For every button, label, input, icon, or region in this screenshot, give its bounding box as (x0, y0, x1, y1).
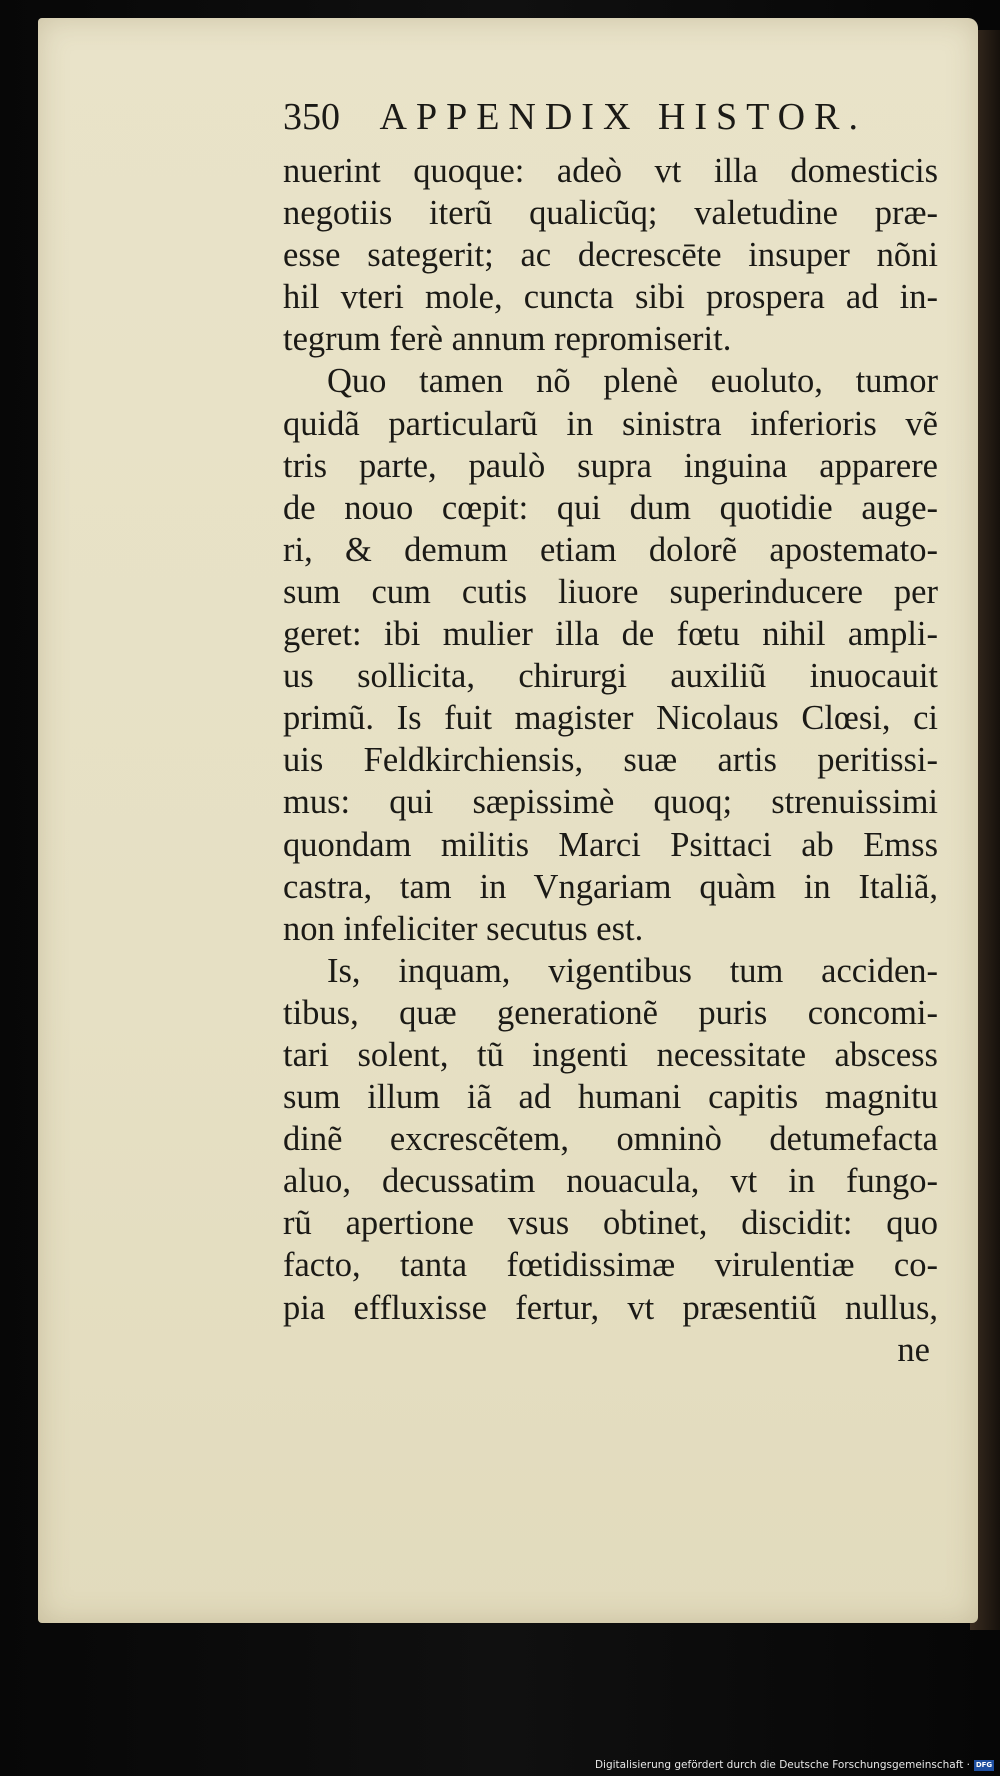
text-line: nuerint quoque: adeò vt illa domesticis (283, 152, 938, 190)
body-text (283, 150, 938, 1371)
running-title: APPENDIX HISTOR. (379, 96, 867, 138)
text-line: tari solent, tũ ingenti necessitate abscess (283, 1035, 938, 1074)
text-line: us sollicita, chirurgi auxiliũ inuocauit (283, 657, 938, 696)
text-line: facto, tanta fœtidissimæ virulentiæ co- (283, 1246, 938, 1285)
text-line: quondam militis Marci Psittaci ab Emss (283, 825, 938, 864)
catchword: ne (897, 1330, 930, 1369)
text-line: Is, inquam, vigentibus tum acciden- (327, 951, 938, 990)
text-line: dinẽ excrescẽtem, omninò detumefacta (283, 1120, 938, 1159)
text-line: aluo, decussatim nouacula, vt in fungo- (283, 1162, 938, 1201)
text-line: quidã particularũ in sinistra inferioris vẽ (283, 404, 938, 443)
text-line: tris parte, paulò supra inguina apparere (283, 446, 938, 485)
credit-text: Digitalisierung gefördert durch die Deutsche Forschungsgemeinschaft · (594, 1759, 970, 1771)
text-line: esse sategerit; ac decrescēte insuper nõni (283, 236, 938, 275)
text-line: Quo tamen nõ plenè euoluto, tumor (327, 362, 938, 401)
text-lines (283, 150, 938, 1329)
text-line: tegrum ferè annum repromiserit. (283, 320, 732, 359)
text-line: mus: qui sæpissimè quoq; strenuissimi (283, 783, 938, 822)
text-line: sum illum iã ad humani capitis magnitu (283, 1078, 938, 1117)
text-line: rũ apertione vsus obtinet, discidit: quo (283, 1204, 938, 1243)
running-header (283, 95, 867, 141)
text-line: geret: ibi mulier illa de fœtu nihil ampli- (283, 615, 938, 654)
text-line: non infeliciter secutus est. (283, 909, 644, 948)
text-line: pia effluxisse fertur, vt præsentiũ nullus, (283, 1288, 938, 1327)
text-line: hil vteri mole, cuncta sibi prospera ad in- (283, 278, 938, 317)
text-line: ri, & demum etiam dolorẽ apostemato- (283, 530, 938, 569)
text-line: primũ. Is fuit magister Nicolaus Clœsi, ci (283, 699, 938, 738)
text-line: castra, tam in Vngariam quàm in Italiã, (283, 867, 938, 906)
text-line: tibus, quæ generationẽ puris concomi- (283, 993, 938, 1032)
text-line: uis Feldkirchiensis, suæ artis peritissi- (283, 741, 938, 780)
text-line: negotiis iterũ qualicũq; valetudine præ- (283, 194, 938, 233)
text-line: sum cum cutis liuore superinducere per (283, 572, 938, 611)
page-number: 350 (283, 96, 340, 138)
dfg-logo-icon: DFG (975, 1760, 993, 1769)
text-line: de nouo cœpit: qui dum quotidie auge- (283, 488, 938, 527)
digitization-credit (595, 1758, 994, 1772)
